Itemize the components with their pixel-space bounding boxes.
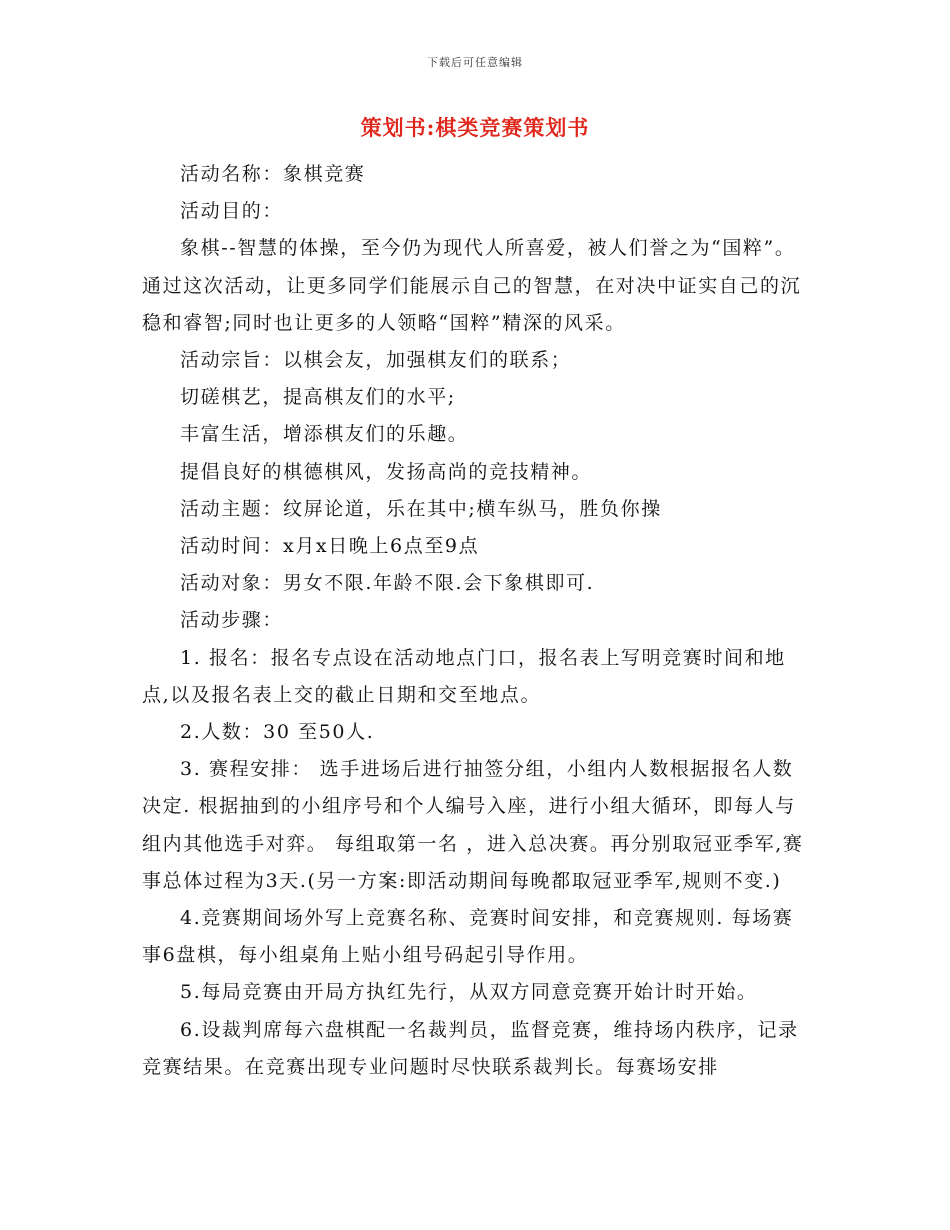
paragraph-activity-time: 活动时间：x月x日晚上6点至9点	[180, 535, 480, 558]
paragraph-step-referees: 6.设裁判席每六盘棋配一名裁判员，监督竞赛，维持场内秩序，记录竞赛结果。在竞赛出现专业问题时尽快联系裁判长。每赛场安排	[142, 1018, 799, 1078]
paragraph-activity-theme: 活动主题：纹屏论道，乐在其中;横车纵马，胜负你操	[180, 497, 662, 520]
paragraph-activity-purpose: 象棋--智慧的体操，至今仍为现代人所喜爱，被人们誉之为“国粹”。通过这次活动，让更多同学们能展示自己的智慧，在对决中证实自己的沉稳和睿智;同时也让更多的人领略“国粹”精深的风采。	[142, 237, 802, 334]
paragraph-step-headcount: 2.人数：30 至50人.	[180, 721, 375, 744]
page-header-note: 下载后可任意编辑	[427, 56, 523, 69]
document-body	[142, 156, 810, 1086]
paragraph-activity-purpose-label: 活动目的：	[180, 200, 284, 223]
paragraph-activity-audience: 活动对象：男女不限.年龄不限.会下象棋即可.	[180, 572, 595, 595]
document-title: 策划书:棋类竞赛策划书	[360, 115, 590, 140]
paragraph-step-registration: 1. 报名：报名专点设在活动地点门口，报名表上写明竞赛时间和地点,以及报名表上交的截止日期和交至地点。	[142, 646, 786, 706]
paragraph-step-schedule: 3. 赛程安排： 选手进场后进行抽签分组，小组内人数根据报名人数决定. 根据抽到的小组序号和个人编号入座，进行小组大循环，即每人与组内其他选手对弈。 每组取第一名 ，进入总决赛。再分别取冠亚季军,赛事总体过程为3天.(另一方案:即活动期间每晚都取冠亚季军,规则不变.)	[142, 758, 804, 892]
paragraph-activity-name: 活动名称：象棋竞赛	[180, 163, 366, 185]
paragraph-step-opening-move: 5.每局竞赛由开局方执红先行，从双方同意竞赛开始计时开始。	[180, 981, 758, 1004]
paragraph-step-venue-rules: 4.竞赛期间场外写上竞赛名称、竞赛时间安排，和竞赛规则. 每场赛事6盘棋，每小组桌角上贴小组号码起引导作用。	[142, 907, 794, 967]
paragraph-tenet-skill: 切磋棋艺，提高棋友们的水平;	[180, 386, 456, 409]
paragraph-activity-tenet: 活动宗旨：以棋会友，加强棋友们的联系；	[180, 349, 572, 372]
paragraph-tenet-spirit: 提倡良好的棋德棋风，发扬高尚的竞技精神。	[180, 460, 593, 483]
paragraph-tenet-life: 丰富生活，增添棋友们的乐趣。	[180, 423, 469, 446]
paragraph-activity-steps-label: 活动步骤：	[180, 609, 284, 632]
